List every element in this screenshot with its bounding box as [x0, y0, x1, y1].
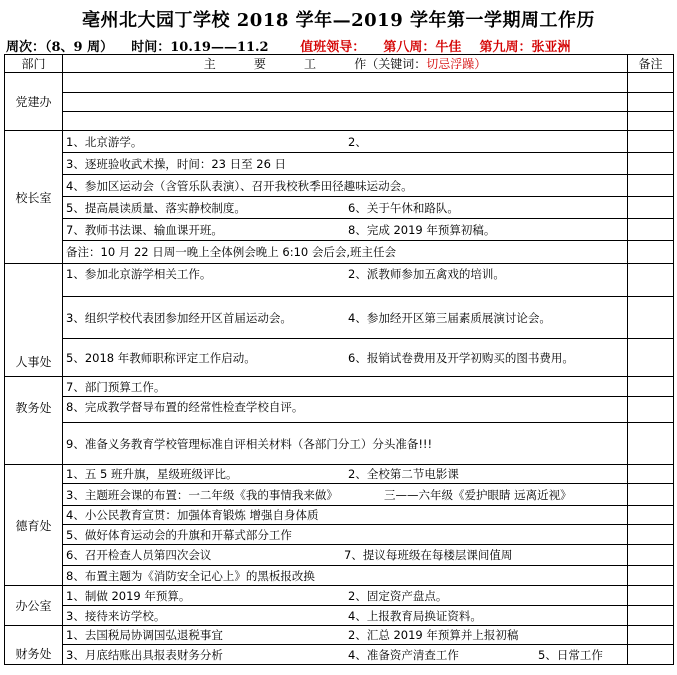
table-row [5, 131, 674, 153]
note-cell [628, 465, 674, 484]
table-row [5, 484, 674, 506]
table-row [5, 586, 674, 606]
table-row [5, 566, 674, 586]
finance-row-2: 3、月底结账出具报表财务分析 4、准备资产清查工作 5、日常工作 [63, 645, 628, 665]
note-cell [628, 545, 674, 566]
week9-leader: 第九周：张亚洲 [479, 40, 571, 55]
moral-row-3: 4、小公民教育宣贯：加强体育锻炼 增强自身体质 [63, 506, 628, 525]
note-cell [628, 131, 674, 153]
header-main-work: 主 要 工 作（关键词：切忌浮躁） [63, 55, 628, 73]
note-cell [628, 241, 674, 264]
note-cell [628, 112, 674, 131]
table-row [5, 506, 674, 525]
academic-row-1: 7、部门预算工作。 [63, 377, 628, 397]
table-row [5, 241, 674, 264]
note-cell [628, 525, 674, 545]
note-cell [628, 606, 674, 626]
dept-office: 办公室 [5, 586, 63, 626]
table-header-row [5, 55, 674, 73]
note-cell [628, 484, 674, 506]
work-schedule-table [4, 54, 674, 665]
dept-party: 党建办 [5, 73, 63, 131]
moral-row-5: 6、召开检查人员第四次会议 7、提议每班级在每楼层课间值周 [63, 545, 628, 566]
hr-row-2: 3、组织学校代表团参加经开区首届运动会。 4、参加经开区第三届素质展演讨论会。 [63, 297, 628, 339]
table-row [5, 112, 674, 131]
dept-principal: 校长室 [5, 131, 63, 264]
table-row [5, 264, 674, 297]
note-cell [628, 566, 674, 586]
note-cell [628, 506, 674, 525]
schedule-info [6, 36, 571, 55]
principal-row-4: 5、提高晨读质量、落实静校制度。 6、关于午休和路队。 [63, 197, 628, 219]
principal-row-5: 7、教师书法课、输血课开班。 8、完成 2019 年预算初稿。 [63, 219, 628, 241]
finance-row-1: 1、去国税局协调国弘退税事宜 2、汇总 2019 年预算并上报初稿 [63, 626, 628, 645]
party-row-3 [63, 112, 628, 131]
table-row [5, 377, 674, 397]
principal-row-2: 3、逐班验收武术操，时间：23 日至 26 日 [63, 153, 628, 175]
table-row [5, 73, 674, 93]
table-row [5, 545, 674, 566]
dept-moral: 德育处 [5, 465, 63, 586]
note-cell [628, 219, 674, 241]
academic-row-2: 8、完成教学督导布置的经常性检查学校自评。 [63, 397, 628, 423]
party-row-2 [63, 93, 628, 112]
note-cell [628, 397, 674, 423]
table-row [5, 465, 674, 484]
moral-row-4: 5、做好体育运动会的升旗和开幕式部分工作 [63, 525, 628, 545]
table-row [5, 197, 674, 219]
table-row [5, 339, 674, 377]
dept-academic: 教务处 [5, 377, 63, 465]
page-title: 亳州北大园丁学校 2018 学年—2019 学年第一学期周工作历 [82, 10, 595, 31]
party-row-1 [63, 73, 628, 93]
time-label: 时间：10.19——11.2 [131, 40, 269, 55]
table-row [5, 423, 674, 465]
table-row [5, 297, 674, 339]
table-row [5, 525, 674, 545]
note-cell [628, 626, 674, 645]
moral-row-1: 1、五 5 班升旗，星级班级评比。 2、全校第二节电影课 [63, 465, 628, 484]
note-cell [628, 73, 674, 93]
table-row [5, 645, 674, 665]
table-row [5, 153, 674, 175]
dept-hr: 人事处 [5, 264, 63, 377]
note-cell [628, 645, 674, 665]
table-row [5, 397, 674, 423]
principal-row-1: 1、北京游学。 2、 [63, 131, 628, 153]
note-cell [628, 339, 674, 377]
hr-row-1: 1、参加北京游学相关工作。 2、派教师参加五禽戏的培训。 [63, 264, 628, 297]
duty-leader-label: 值班领导： [300, 40, 366, 55]
header-dept: 部门 [5, 55, 63, 73]
note-cell [628, 175, 674, 197]
table-row [5, 175, 674, 197]
principal-row-3: 4、参加区运动会（含管乐队表演）、召开我校秋季田径趣味运动会。 [63, 175, 628, 197]
principal-row-6: 备注：10 月 22 日周一晚上全体例会晚上 6:10 会后会,班主任会 [63, 241, 628, 264]
office-row-2: 3、接待来访学校。 4、上报教育局换证资料。 [63, 606, 628, 626]
keyword-text: 切忌浮躁） [426, 57, 487, 71]
table-row [5, 626, 674, 645]
note-cell [628, 197, 674, 219]
dept-finance: 财务处 [5, 626, 63, 665]
table-row [5, 93, 674, 112]
note-cell [628, 153, 674, 175]
note-cell [628, 586, 674, 606]
note-cell [628, 297, 674, 339]
note-cell [628, 93, 674, 112]
week8-leader: 第八周：牛佳 [383, 40, 462, 55]
table-row [5, 606, 674, 626]
office-row-1: 1、制做 2019 年预算。 2、固定资产盘点。 [63, 586, 628, 606]
note-cell [628, 423, 674, 465]
academic-row-3: 9、准备义务教育学校管理标准自评相关材料（各部门分工）分头准备!!! [63, 423, 628, 465]
hr-row-3: 5、2018 年教师职称评定工作启动。 6、报销试卷费用及开学初购买的图书费用。 [63, 339, 628, 377]
week-label: 周次：（8、9 周） [6, 40, 114, 55]
note-cell [628, 264, 674, 297]
note-cell [628, 377, 674, 397]
moral-row-2: 3、主题班会课的布置：一二年级《我的事情我来做》 三——六年级《爱护眼睛 远离近视》 [63, 484, 628, 506]
moral-row-6: 8、布置主题为《消防安全记心上》的黑板报改换 [63, 566, 628, 586]
table-row [5, 219, 674, 241]
header-note: 备注 [628, 55, 674, 73]
